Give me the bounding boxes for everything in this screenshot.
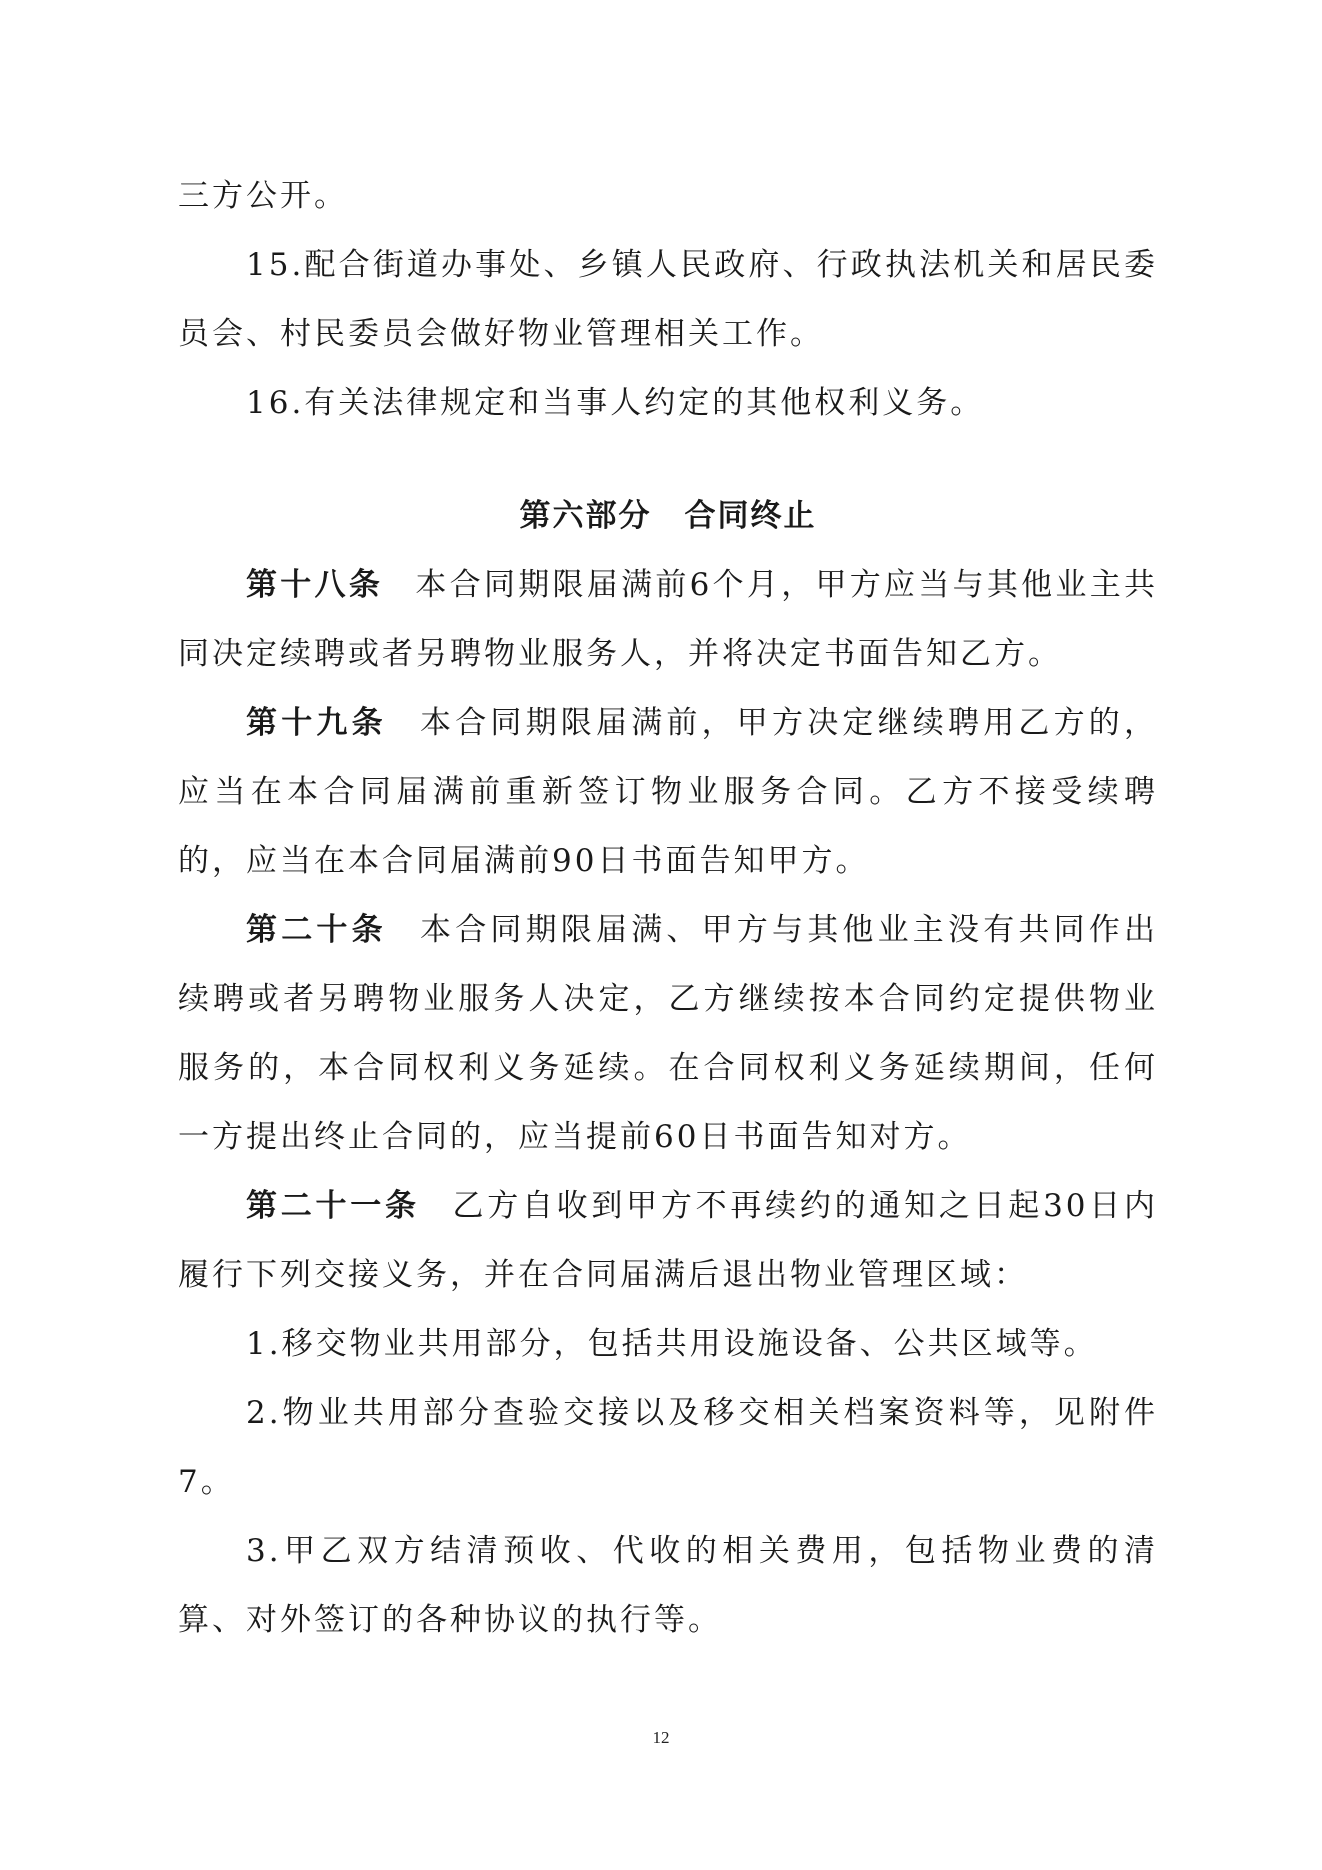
page-number: 12: [652, 1728, 670, 1747]
handover-item-2: 2.物业共用部分查验交接以及移交相关档案资料等，见附件7。: [178, 1395, 1158, 1500]
list-item-15: 15.配合街道办事处、乡镇人民政府、行政执法机关和居民委员会、村民委员会做好物业管理相关工作。: [178, 247, 1158, 352]
article-19-text: 本合同期限届满前，甲方决定继续聘用乙方的，应当在本合同届满前重新签订物业服务合同。乙方不接受续聘的，应当在本合同届满前90日书面告知甲方。: [178, 705, 1159, 879]
article-20-title: 第二十条: [246, 912, 387, 948]
article-21-title: 第二十一条: [246, 1188, 420, 1224]
article-18: [178, 551, 1158, 689]
article-20: [178, 896, 1158, 1172]
article-21-text: 乙方自收到甲方不再续约的通知之日起30日内履行下列交接义务，并在合同届满后退出物业管理区域：: [178, 1188, 1159, 1293]
list-item-16: 16.有关法律规定和当事人约定的其他权利义务。: [246, 385, 985, 421]
article-19-title: 第十九条: [246, 705, 387, 741]
handover-item-3: 3.甲乙双方结清预收、代收的相关费用，包括物业费的清算、对外签订的各种协议的执行等。: [178, 1533, 1158, 1638]
article-21: [178, 1172, 1158, 1310]
section-heading: 第六部分 合同终止: [519, 498, 817, 534]
article-18-text: 本合同期限届满前6个月，甲方应当与其他业主共同决定续聘或者另聘物业服务人，并将决定书面告知乙方。: [178, 567, 1158, 672]
article-19: [178, 689, 1158, 896]
article-18-title: 第十八条: [246, 567, 384, 603]
page-body: [178, 162, 1158, 1655]
handover-item-1: 1.移交物业共用部分，包括共用设施设备、公共区域等。: [246, 1326, 1098, 1362]
article-20-text: 本合同期限届满、甲方与其他业主没有共同作出续聘或者另聘物业服务人决定，乙方继续按本合同约定提供物业服务的，本合同权利义务延续。在合同权利义务延续期间，任何一方提出终止合同的，应当提前60日书面告知对方。: [178, 912, 1159, 1155]
paragraph-continuation: 三方公开。: [178, 178, 348, 214]
